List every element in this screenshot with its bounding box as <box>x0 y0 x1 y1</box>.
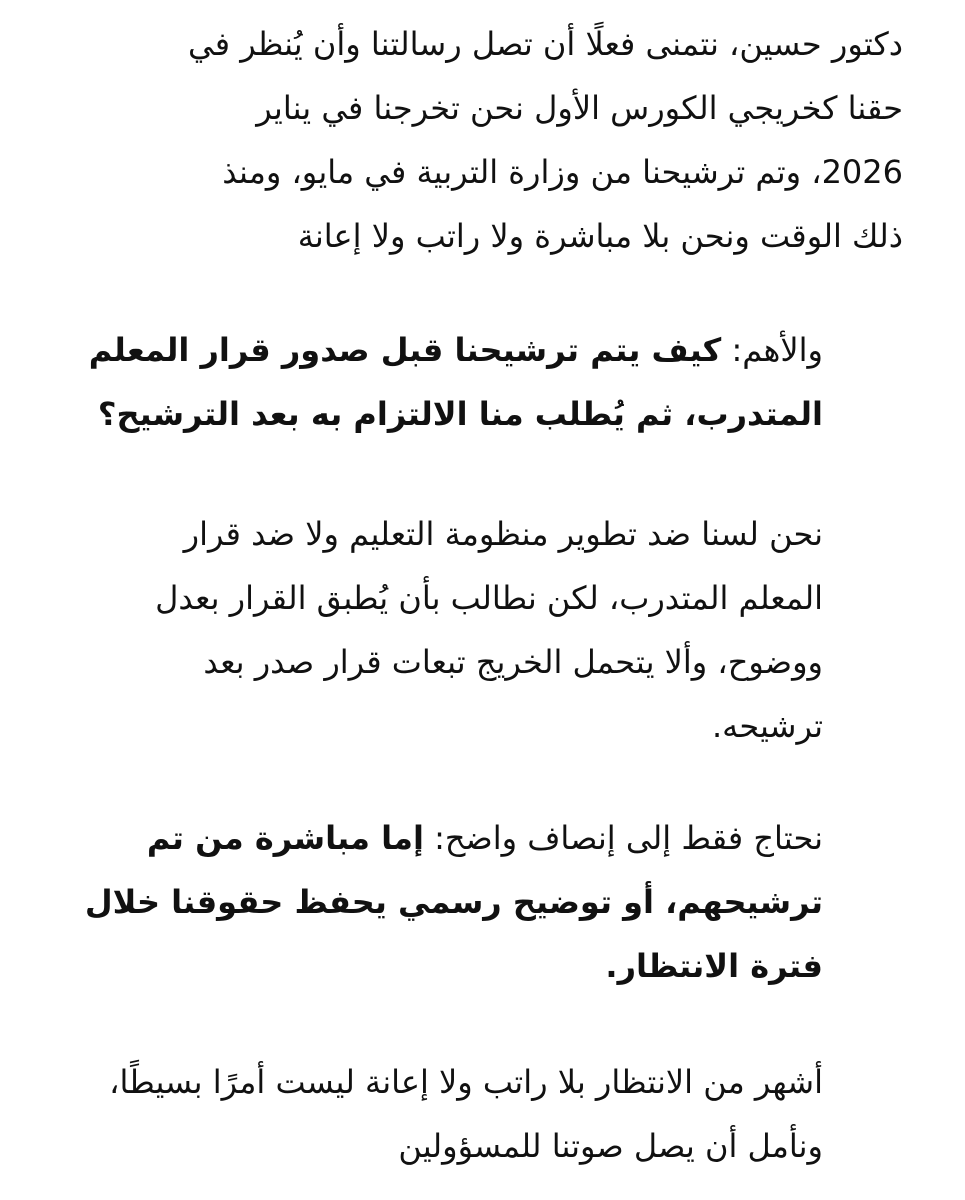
text-line <box>20 318 823 382</box>
text-line: ذلك الوقت ونحن بلا مباشرة ولا راتب ولا إعانة <box>297 217 903 255</box>
text-line: ترشيحه. <box>711 707 823 745</box>
text-line <box>20 806 823 870</box>
bold-text: فترة الانتظار. <box>605 947 823 985</box>
paragraph-request <box>20 806 823 998</box>
label-prefix: والأهم: <box>721 331 823 369</box>
label-prefix: نحتاج فقط إلى إنصاف واضح: <box>423 819 823 857</box>
bold-text: المتدرب، ثم يُطلب منا الالتزام به بعد الترشيح؟ <box>97 395 823 433</box>
text-line: حقنا كخريجي الكورس الأول نحن تخرجنا في يناير <box>256 89 903 127</box>
bold-text: ترشيحهم، أو توضيح رسمي يحفظ حقوقنا خلال <box>84 883 823 921</box>
paragraph-intro <box>20 12 903 268</box>
paragraph-position <box>20 502 823 758</box>
text-line: دكتور حسين، نتمنى فعلًا أن تصل رسالتنا وأن يُنظر في <box>188 25 903 63</box>
paragraph-key-question <box>20 318 823 446</box>
bold-text: كيف يتم ترشيحنا قبل صدور قرار المعلم <box>88 331 722 369</box>
text-line: المعلم المتدرب، لكن نطالب بأن يُطبق القرار بعدل <box>155 579 823 617</box>
text-line: ووضوح، وألا يتحمل الخريج تبعات قرار صدر بعد <box>203 643 823 681</box>
text-line: 2026، وتم ترشيحنا من وزارة التربية في مايو، ومنذ <box>222 153 903 191</box>
paragraph-closing <box>20 1050 823 1178</box>
text-line: نحن لسنا ضد تطوير منظومة التعليم ولا ضد قرار <box>183 515 823 553</box>
text-line: ونأمل أن يصل صوتنا للمسؤولين <box>398 1127 823 1165</box>
text-line: أشهر من الانتظار بلا راتب ولا إعانة ليست أمرًا بسيطًا، <box>109 1063 823 1101</box>
bold-text: إما مباشرة من تم <box>146 819 424 857</box>
